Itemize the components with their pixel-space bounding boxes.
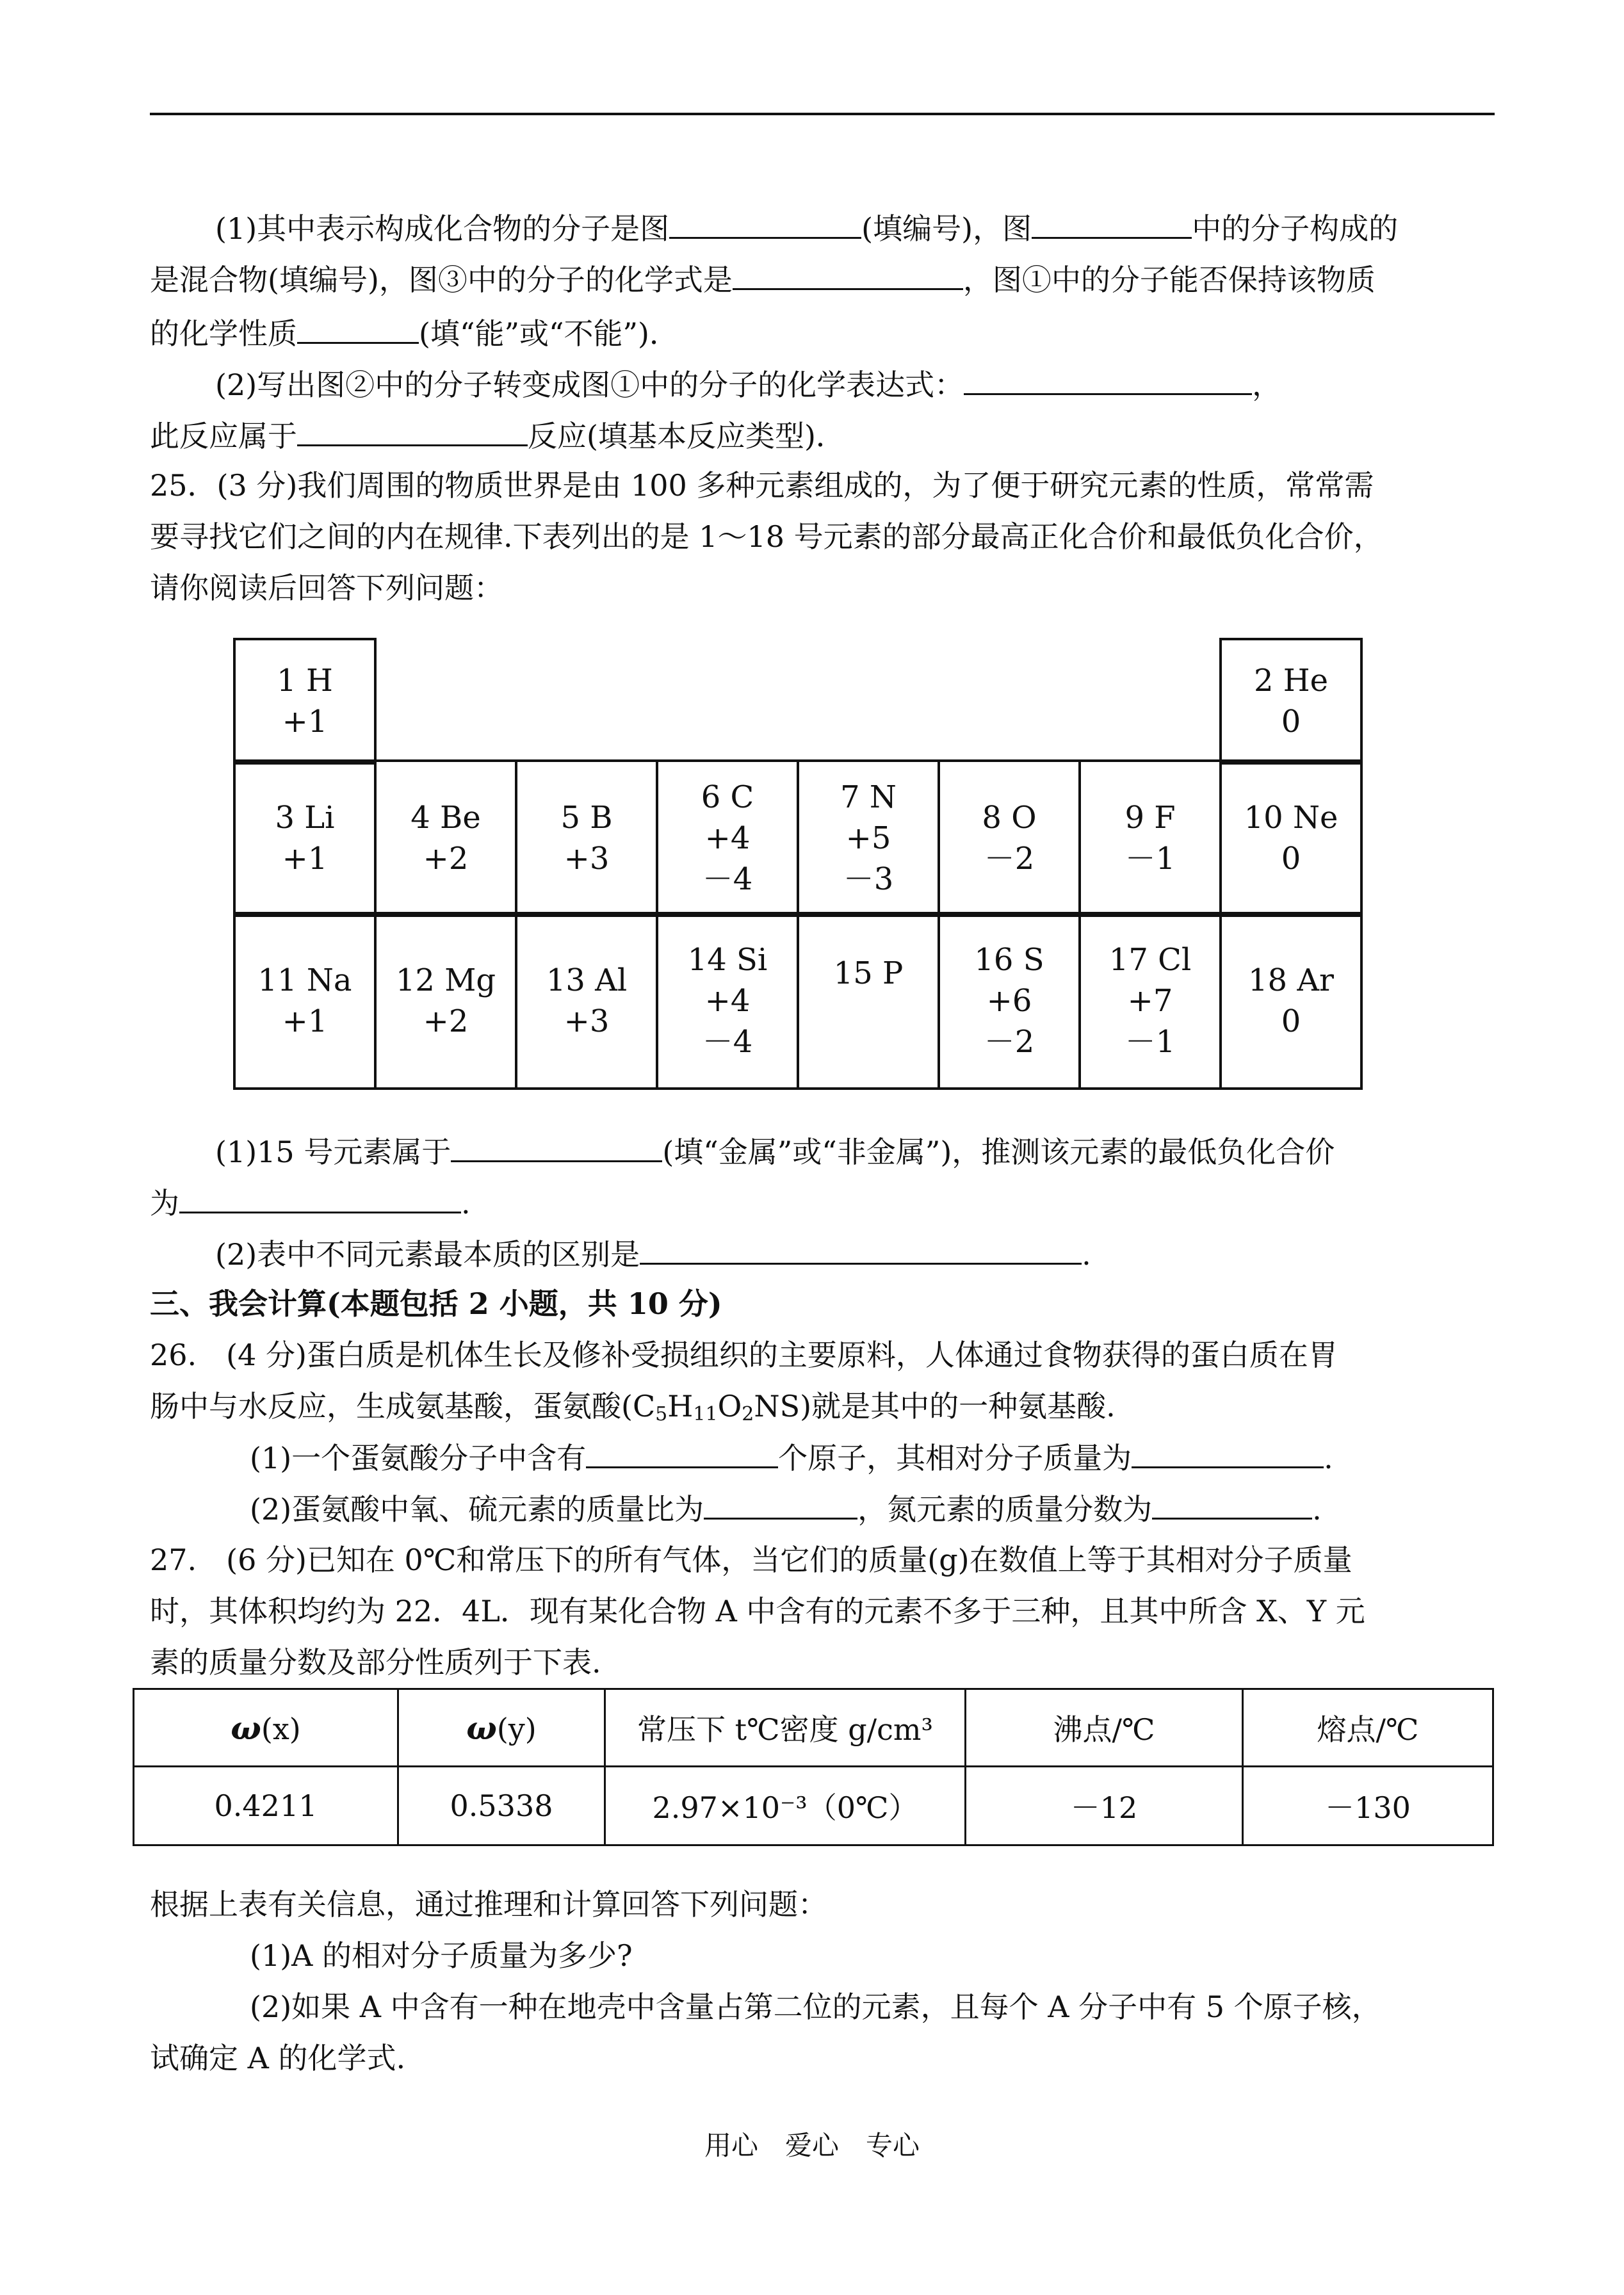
q25-text: . bbox=[461, 1186, 471, 1220]
table-divider bbox=[374, 759, 1219, 762]
element-cell bbox=[233, 912, 377, 1090]
section-heading: 三、我会计算(本题包括 2 小题，共 10 分) bbox=[150, 1286, 722, 1321]
q27-after-2: (1)A 的相对分子质量为多少? bbox=[250, 1938, 633, 1973]
header-boiling: 沸点/℃ bbox=[966, 1689, 1243, 1767]
omega-symbol: ω bbox=[231, 1708, 261, 1747]
answer-blank[interactable] bbox=[669, 209, 861, 239]
answer-blank[interactable] bbox=[733, 260, 963, 290]
element-valence: －3 bbox=[843, 861, 894, 897]
q24-text: 反应(填基本反应类型)． bbox=[528, 419, 845, 453]
element-valence: +2 bbox=[423, 841, 469, 877]
q25-intro-2: 要寻找它们之间的内在规律.下表列出的是 1～18 号元素的部分最高正化合价和最低负化合价， bbox=[150, 519, 1383, 554]
q24-text: (1)其中表示构成化合物的分子是图 bbox=[215, 211, 670, 246]
element-valence: －2 bbox=[984, 841, 1035, 877]
element-cell bbox=[233, 638, 377, 765]
q26-text: 个原子，其相对分子质量为 bbox=[778, 1441, 1132, 1475]
element-symbol: 8 O bbox=[982, 800, 1037, 836]
element-symbol: 1 H bbox=[277, 663, 333, 699]
element-valence: +7 bbox=[1127, 983, 1173, 1019]
element-valence: +1 bbox=[282, 1003, 328, 1039]
element-symbol: 14 Si bbox=[687, 942, 768, 978]
element-cell bbox=[515, 759, 658, 917]
q26-answer-1 bbox=[250, 1438, 1601, 1477]
omega-symbol: ω bbox=[466, 1708, 497, 1747]
q27-after-1: 根据上表有关信息，通过推理和计算回答下列问题： bbox=[150, 1887, 827, 1922]
q24-text: 的化学性质 bbox=[150, 316, 297, 351]
answer-blank[interactable] bbox=[704, 1489, 857, 1520]
header-melting: 熔点/℃ bbox=[1243, 1689, 1493, 1767]
q26-text: NS)就是其中的一种氨基酸. bbox=[754, 1389, 1116, 1423]
q24-line-4 bbox=[215, 365, 1566, 404]
answer-blank[interactable] bbox=[586, 1438, 778, 1468]
q24-text: ，图①中的分子能否保持该物质 bbox=[962, 263, 1376, 297]
property-table bbox=[133, 1688, 1494, 1846]
header-omega-x bbox=[134, 1689, 398, 1767]
element-valence: －2 bbox=[984, 1024, 1035, 1060]
answer-blank[interactable] bbox=[640, 1235, 1082, 1265]
answer-blank[interactable] bbox=[1032, 209, 1192, 239]
element-cell bbox=[797, 912, 940, 1090]
element-symbol: 5 B bbox=[560, 800, 613, 836]
table-header-row bbox=[134, 1689, 1493, 1767]
q26-text: H bbox=[667, 1389, 694, 1423]
q25-text: 为 bbox=[150, 1186, 179, 1220]
element-symbol: 17 Cl bbox=[1108, 942, 1192, 978]
element-symbol: 16 S bbox=[974, 942, 1044, 978]
q24-line-5 bbox=[150, 416, 1501, 455]
q27-intro-2: 时，其体积均约为 22．4L．现有某化合物 A 中含有的元素不多于三种，且其中所含 X、Y 元 bbox=[150, 1594, 1365, 1628]
element-symbol: 13 Al bbox=[546, 962, 628, 998]
q26-text: (1)一个蛋氨酸分子中含有 bbox=[250, 1441, 587, 1475]
q26-text: ，氮元素的质量分数为 bbox=[857, 1492, 1153, 1527]
element-valence: －4 bbox=[702, 861, 753, 897]
element-cell bbox=[1078, 912, 1222, 1090]
element-symbol: 18 Ar bbox=[1248, 962, 1334, 998]
answer-blank[interactable] bbox=[179, 1183, 461, 1213]
q24-text: (2)写出图②中的分子转变成图①中的分子的化学表达式： bbox=[215, 368, 964, 402]
answer-blank[interactable] bbox=[297, 416, 528, 446]
element-valence: +2 bbox=[423, 1003, 469, 1039]
q27-after-3: (2)如果 A 中含有一种在地壳中含量占第二位的元素，且每个 A 分子中有 5 个原子核， bbox=[250, 1990, 1381, 2024]
answer-blank[interactable] bbox=[1132, 1438, 1324, 1468]
element-symbol: 7 N bbox=[840, 779, 897, 815]
element-cell bbox=[938, 759, 1081, 917]
q24-line-2 bbox=[150, 260, 1501, 299]
element-valence: 0 bbox=[1281, 1003, 1301, 1039]
element-cell bbox=[1078, 759, 1222, 917]
element-valence: +5 bbox=[845, 820, 891, 856]
answer-blank[interactable] bbox=[297, 314, 419, 344]
q25-intro-1: 25．(3 分)我们周围的物质世界是由 100 多种元素组成的，为了便于研究元素的性质，常常需 bbox=[150, 468, 1374, 503]
q24-line-1 bbox=[215, 209, 1566, 248]
element-symbol: 15 P bbox=[833, 955, 904, 991]
element-cell bbox=[374, 759, 517, 917]
answer-blank[interactable] bbox=[451, 1132, 662, 1162]
q24-text: 此反应属于 bbox=[150, 419, 297, 453]
subscript: 5 bbox=[655, 1403, 668, 1425]
q25-text: (1)15 号元素属于 bbox=[215, 1135, 451, 1169]
q26-text: . bbox=[1312, 1492, 1322, 1527]
q24-text: ， bbox=[1252, 368, 1282, 402]
element-valence: 0 bbox=[1281, 841, 1301, 877]
element-valence: +6 bbox=[986, 983, 1032, 1019]
element-cell bbox=[656, 759, 799, 917]
element-valence: －4 bbox=[702, 1024, 753, 1060]
q26-text: (2)蛋氨酸中氧、硫元素的质量比为 bbox=[250, 1492, 704, 1527]
q27-intro-3: 素的质量分数及部分性质列于下表. bbox=[150, 1645, 601, 1680]
table-row bbox=[134, 1767, 1493, 1845]
element-cell bbox=[233, 759, 377, 917]
element-cell bbox=[515, 912, 658, 1090]
element-symbol: 3 Li bbox=[275, 800, 335, 836]
q26-text: . bbox=[1324, 1441, 1333, 1475]
q24-text: (填编号)，图 bbox=[861, 211, 1032, 246]
page-footer: 用心 爱心 专心 bbox=[704, 2130, 920, 2161]
q24-text: (填“能”或“不能”)． bbox=[419, 316, 679, 351]
header-rule bbox=[150, 113, 1495, 115]
q27-after-4: 试确定 A 的化学式. bbox=[150, 2041, 406, 2075]
element-valence: +3 bbox=[564, 841, 610, 877]
q24-text: 中的分子构成的 bbox=[1192, 211, 1399, 246]
q25-intro-3: 请你阅读后回答下列问题： bbox=[150, 571, 503, 605]
table-cell: 0.5338 bbox=[398, 1767, 605, 1845]
element-symbol: 11 Na bbox=[257, 962, 352, 998]
header-density: 常压下 t℃密度 g/cm³ bbox=[605, 1689, 966, 1767]
answer-blank[interactable] bbox=[1152, 1489, 1312, 1520]
element-symbol: 6 C bbox=[701, 779, 754, 815]
q26-intro-2 bbox=[150, 1387, 1501, 1425]
element-cell bbox=[374, 912, 517, 1090]
element-valence: －1 bbox=[1125, 1024, 1176, 1060]
element-cell bbox=[656, 912, 799, 1090]
q25-answer-2 bbox=[215, 1235, 1566, 1274]
periodic-table bbox=[233, 638, 1367, 1087]
element-cell bbox=[938, 912, 1081, 1090]
q26-text: O bbox=[717, 1389, 742, 1423]
q25-text: . bbox=[1082, 1237, 1091, 1272]
header-omega-y bbox=[398, 1689, 605, 1767]
table-cell: －12 bbox=[966, 1767, 1243, 1845]
element-valence: +4 bbox=[704, 983, 751, 1019]
element-cell bbox=[1219, 912, 1363, 1090]
subscript: 11 bbox=[693, 1403, 718, 1425]
element-valence: +1 bbox=[282, 704, 328, 740]
q26-intro-1: 26. (4 分)蛋白质是机体生长及修补受损组织的主要原料，人体通过食物获得的蛋白质在胃 bbox=[150, 1338, 1338, 1372]
table-cell: 0.4211 bbox=[134, 1767, 398, 1845]
element-symbol: 12 Mg bbox=[395, 962, 496, 998]
answer-blank[interactable] bbox=[964, 365, 1252, 395]
element-symbol: 10 Ne bbox=[1244, 800, 1338, 836]
element-symbol: 4 Be bbox=[410, 800, 481, 836]
q25-answer-1 bbox=[215, 1132, 1566, 1171]
q25-text: (填“金属”或“非金属”)，推测该元素的最低负化合价 bbox=[662, 1135, 1335, 1169]
element-valence: +4 bbox=[704, 820, 751, 856]
q26-text: 肠中与水反应，生成氨基酸，蛋氨酸(C bbox=[150, 1389, 656, 1423]
element-valence: 0 bbox=[1281, 704, 1301, 740]
element-valence: －1 bbox=[1125, 841, 1176, 877]
element-cell bbox=[1219, 759, 1363, 917]
element-symbol: 9 F bbox=[1125, 800, 1176, 836]
table-cell: －130 bbox=[1243, 1767, 1493, 1845]
table-cell: 2.97×10⁻³（0℃） bbox=[605, 1767, 966, 1845]
element-symbol: 2 He bbox=[1253, 663, 1329, 699]
q25-text: (2)表中不同元素最本质的区别是 bbox=[215, 1237, 640, 1272]
element-cell bbox=[797, 759, 940, 917]
subscript: 2 bbox=[742, 1403, 754, 1425]
header-text: (y) bbox=[496, 1711, 537, 1746]
element-valence: +3 bbox=[564, 1003, 610, 1039]
q24-text: 是混合物(填编号)，图③中的分子的化学式是 bbox=[150, 263, 733, 297]
header-text: (x) bbox=[261, 1711, 301, 1746]
q24-line-3 bbox=[150, 314, 1501, 353]
q27-intro-1: 27. (6 分)已知在 0℃和常压下的所有气体，当它们的质量(g)在数值上等于其相对分子质量 bbox=[150, 1543, 1352, 1577]
q25-answer-1b bbox=[150, 1183, 1501, 1222]
element-valence: +1 bbox=[282, 841, 328, 877]
q26-answer-2 bbox=[250, 1489, 1601, 1529]
element-cell bbox=[1219, 638, 1363, 765]
